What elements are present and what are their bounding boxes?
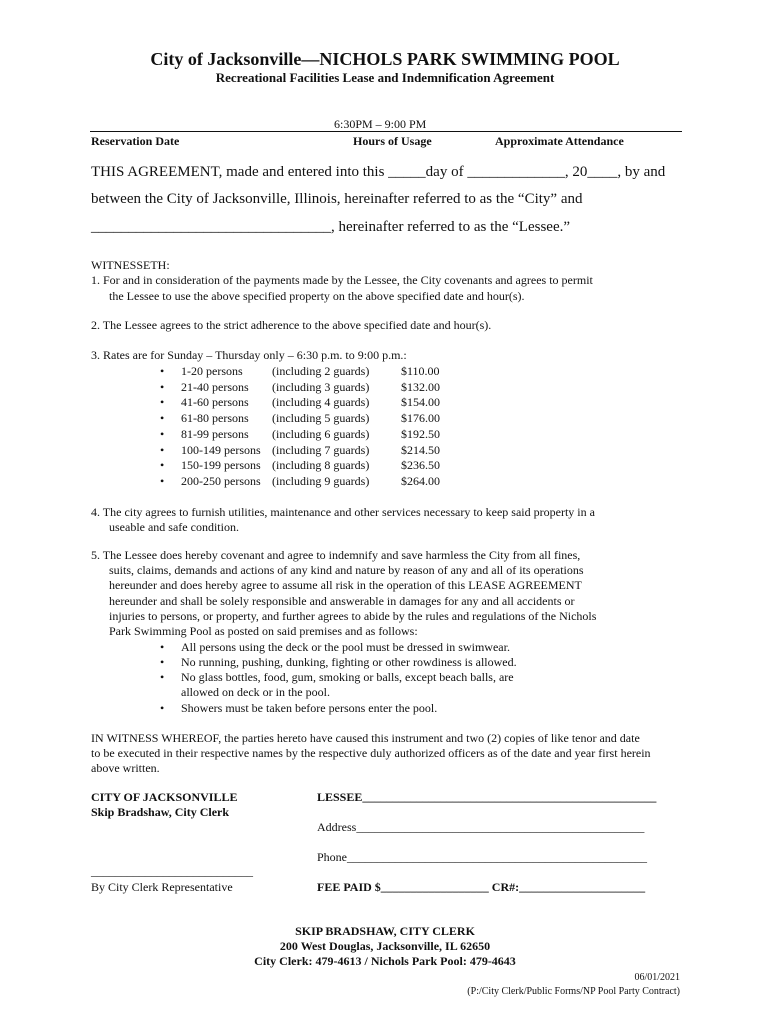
item-4-line-1: 4. The city agrees to furnish utilities, maintenance and other services necessary to keep said property in a: [91, 505, 595, 519]
rate-price: $214.50: [401, 443, 440, 457]
bullet-icon: •: [160, 640, 165, 654]
footer-clerk-name: SKIP BRADSHAW, CITY CLERK: [295, 924, 475, 938]
item-5-line-4: hereunder and shall be solely responsible and answerable in damages for any and all accidents or: [109, 594, 575, 608]
agreement-line-2: between the City of Jacksonville, Illinois, hereinafter referred to as the “City” and: [91, 191, 583, 207]
rate-guards: (including 2 guards): [272, 364, 370, 378]
item-5-line-3: hereunder and does hereby agree to assume all risk in the operation of this LEASE AGREEMENT: [109, 578, 582, 592]
address-field[interactable]: Address________________________________________________: [317, 820, 645, 834]
document-subtitle: Recreational Facilities Lease and Indemnification Agreement: [215, 70, 555, 85]
item-5-line-1: 5. The Lessee does hereby covenant and agree to indemnify and save harmless the City from all fines,: [91, 548, 581, 562]
rate-guards: (including 7 guards): [272, 443, 370, 457]
rate-persons: 61-80 persons: [181, 411, 249, 425]
bullet-icon: •: [160, 670, 165, 684]
rate-persons: 200-250 persons: [181, 474, 261, 488]
rate-persons: 81-99 persons: [181, 427, 249, 441]
witness-line-3: above written.: [91, 761, 160, 775]
agreement-line-1: THIS AGREEMENT, made and entered into this _____day of _____________, 20____, by and: [91, 164, 666, 180]
item-5-line-2: suits, claims, demands and actions of any kind and nature by reason of any and all of its operations: [109, 563, 584, 577]
footer-phones: City Clerk: 479-4613 / Nichols Park Pool: 479-4643: [254, 954, 516, 968]
bullet-icon: •: [160, 701, 165, 715]
witness-line-2: to be executed in their respective names by the respective duly authorized officers as of the date and year first herein: [91, 746, 651, 760]
witnesseth-heading: WITNESSETH:: [91, 258, 170, 272]
rate-price: $176.00: [401, 411, 440, 425]
item-5-line-5: injuries to persons, or property, and further agrees to abide by the rules and regulations of the Nichols: [109, 609, 597, 623]
rate-price: $264.00: [401, 474, 440, 488]
bullet-icon: •: [160, 443, 165, 457]
lessee-field[interactable]: LESSEE_________________________________________________: [317, 790, 657, 804]
rate-price: $236.50: [401, 458, 440, 472]
bullet-icon: •: [160, 411, 165, 425]
hours-of-usage-label: Hours of Usage: [353, 134, 432, 148]
rate-guards: (including 3 guards): [272, 380, 370, 394]
rate-guards: (including 5 guards): [272, 411, 370, 425]
footer-address: 200 West Douglas, Jacksonville, IL 62650: [279, 939, 491, 953]
phone-field[interactable]: Phone__________________________________________________: [317, 850, 647, 864]
clerk-signature-line[interactable]: ___________________________: [91, 864, 253, 878]
clerk-name: Skip Bradshaw, City Clerk: [91, 805, 230, 819]
item-2: 2. The Lessee agrees to the strict adherence to the above specified date and hour(s).: [91, 318, 492, 332]
hours-value: 6:30PM – 9:00 PM: [334, 117, 427, 131]
rate-persons: 150-199 persons: [181, 458, 261, 472]
reservation-date-label: Reservation Date: [91, 134, 180, 148]
witness-line-1: IN WITNESS WHEREOF, the parties hereto have caused this instrument and two (2) copies of like tenor and date: [91, 731, 640, 745]
city-signature-label: CITY OF JACKSONVILLE: [91, 790, 238, 804]
item-4-line-2: useable and safe condition.: [109, 520, 239, 534]
rate-persons: 41-60 persons: [181, 395, 249, 409]
item-5-line-6: Park Swimming Pool as posted on said premises and as follows:: [109, 624, 418, 638]
item-1-line-2: the Lessee to use the above specified property on the above specified date and hour(s).: [109, 289, 525, 303]
item-1-line-1: 1. For and in consideration of the payments made by the Lessee, the City covenants and agrees to permit: [91, 273, 593, 287]
bullet-icon: •: [160, 458, 165, 472]
rate-guards: (including 4 guards): [272, 395, 370, 409]
bullet-icon: •: [160, 364, 165, 378]
approximate-attendance-label: Approximate Attendance: [495, 134, 624, 148]
rate-persons: 21-40 persons: [181, 380, 249, 394]
rate-guards: (including 9 guards): [272, 474, 370, 488]
bullet-icon: •: [160, 395, 165, 409]
bullet-icon: •: [160, 655, 165, 669]
document-title: City of Jacksonville—NICHOLS PARK SWIMMING POOL: [150, 49, 620, 69]
rate-price: $192.50: [401, 427, 440, 441]
agreement-line-3: ________________________________, hereinafter referred to as the “Lessee.”: [91, 219, 571, 235]
fee-paid-field[interactable]: FEE PAID $__________________ CR#:_____________________: [317, 880, 646, 894]
rule-item-continuation: allowed on deck or in the pool.: [181, 685, 330, 699]
rate-price: $132.00: [401, 380, 440, 394]
rate-guards: (including 8 guards): [272, 458, 370, 472]
revision-date: 06/01/2021: [634, 972, 680, 983]
rule-item: Showers must be taken before persons enter the pool.: [181, 701, 438, 715]
rate-persons: 1-20 persons: [181, 364, 243, 378]
file-path: (P:/City Clerk/Public Forms/NP Pool Party Contract): [467, 986, 680, 997]
bullet-icon: •: [160, 427, 165, 441]
rate-persons: 100-149 persons: [181, 443, 261, 457]
rate-price: $154.00: [401, 395, 440, 409]
clerk-representative-label: By City Clerk Representative: [91, 880, 233, 894]
rule-item: All persons using the deck or the pool must be dressed in swimwear.: [181, 640, 510, 654]
rate-guards: (including 6 guards): [272, 427, 370, 441]
item-3-intro: 3. Rates are for Sunday – Thursday only – 6:30 p.m. to 9:00 p.m.:: [91, 348, 407, 362]
rate-price: $110.00: [401, 364, 440, 378]
bullet-icon: •: [160, 474, 165, 488]
rule-item: No running, pushing, dunking, fighting or other rowdiness is allowed.: [181, 655, 517, 669]
bullet-icon: •: [160, 380, 165, 394]
reservation-divider: [90, 131, 682, 132]
rule-item: No glass bottles, food, gum, smoking or balls, except beach balls, are: [181, 670, 514, 684]
